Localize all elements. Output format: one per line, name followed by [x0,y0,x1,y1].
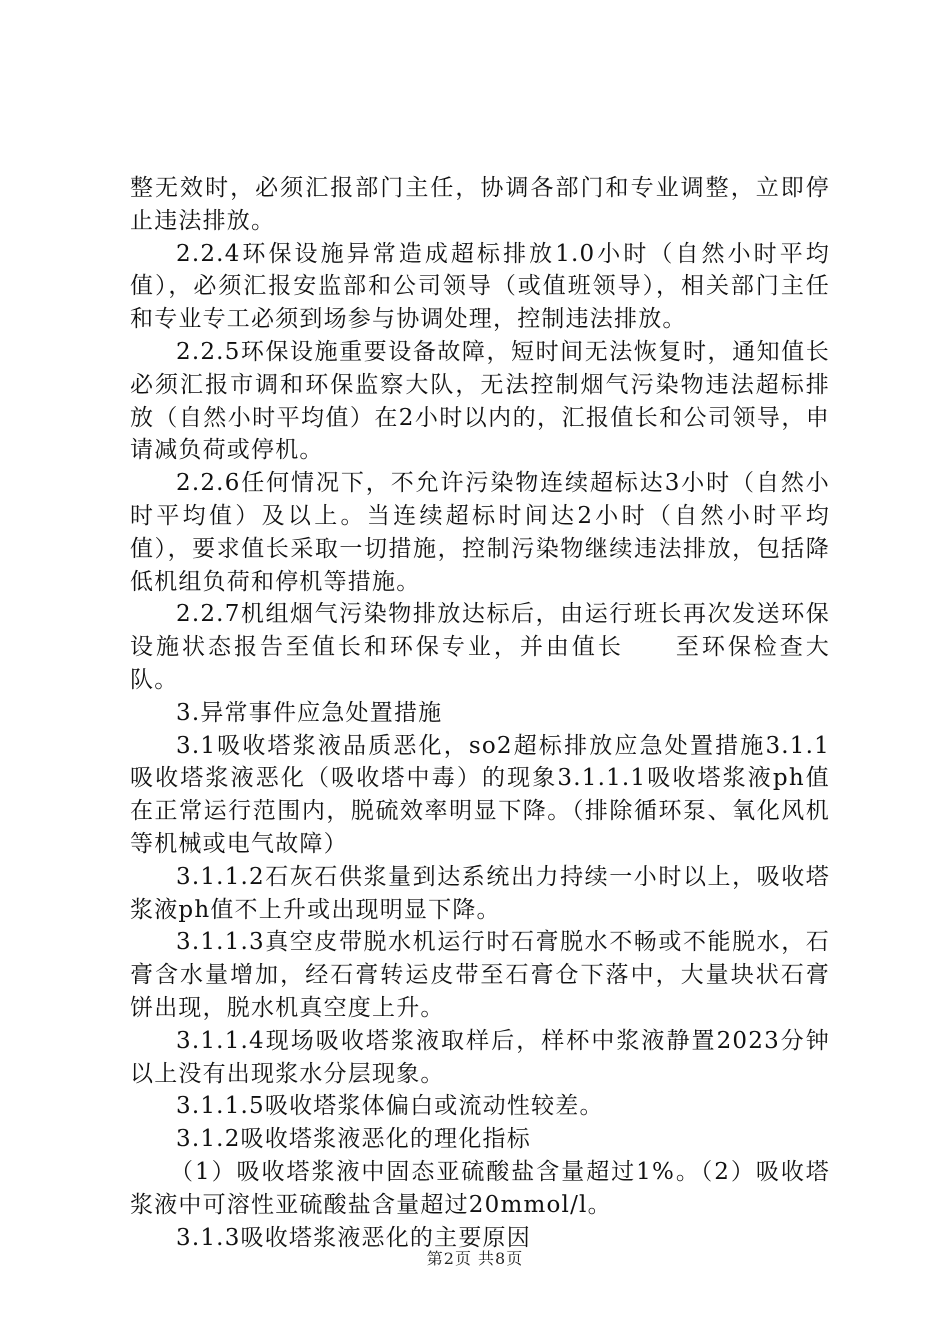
paragraph-3-1: 3.1吸收塔浆液品质恶化，so2超标排放应急处置措施3.1.1吸收塔浆液恶化（吸收塔中毒）的现象3.1.1.1吸收塔浆液ph值在正常运行范围内，脱硫效率明显下降。（排除循环泵、氧化风机等机械或电气故障） [130,732,830,857]
section-heading-3: 3.异常事件应急处置措施 [176,699,443,726]
paragraph-2-2-6: 2.2.6任何情况下，不允许污染物连续超标达3小时（自然小时平均值）及以上。当连续超标时间达2小时（自然小时平均值），要求值长采取一切措施，控制污染物继续违法排放，包括降低机组负荷和停机等措施。 [130,470,830,595]
document-body [130,172,830,1254]
paragraph-2-2-4: 2.2.4环保设施异常造成超标排放1.0小时（自然小时平均值），必须汇报安监部和公司领导（或值班领导），相关部门主任和专业专工必须到场参与协调处理，控制违法排放。 [130,240,830,333]
heading-3-1-2: 3.1.2吸收塔浆液恶化的理化指标 [176,1126,531,1153]
heading-3-1-3: 3.1.3吸收塔浆液恶化的主要原因 [176,1224,531,1251]
paragraph-2-2-7: 2.2.7机组烟气污染物排放达标后，由运行班长再次发送环保设施状态报告至值长和环保专业，并由值长 至环保检查大队。 [130,601,830,693]
paragraph-3-1-1-5: 3.1.1.5吸收塔浆体偏白或流动性较差。 [176,1093,604,1120]
paragraph-3-1-1-4: 3.1.1.4现场吸收塔浆液取样后，样杯中浆液静置2023分钟以上没有出现浆水分层现象。 [130,1027,830,1087]
paragraph-indicators: （1）吸收塔浆液中固态亚硫酸盐含量超过1%。（2）吸收塔浆液中可溶性亚硫酸盐含量超过20mmol/l。 [130,1158,830,1218]
page-number-footer: 第2页 共8页 [426,1249,524,1268]
paragraph-3-1-1-2: 3.1.1.2石灰石供浆量到达系统出力持续一小时以上，吸收塔浆液ph值不上升或出现明显下降。 [130,863,830,923]
paragraph-3-1-1-3: 3.1.1.3真空皮带脱水机运行时石膏脱水不畅或不能脱水，石膏含水量增加，经石膏转运皮带至石膏仓下落中，大量块状石膏饼出现，脱水机真空度上升。 [130,929,830,1021]
paragraph-continuation: 整无效时，必须汇报部门主任，协调各部门和专业调整，立即停止违法排放。 [130,175,830,234]
paragraph-2-2-5: 2.2.5环保设施重要设备故障，短时间无法恢复时，通知值长必须汇报市调和环保监察大队，无法控制烟气污染物违法超标排放（自然小时平均值）在2小时以内的，汇报值长和公司领导，申请减负荷或停机。 [130,338,830,464]
